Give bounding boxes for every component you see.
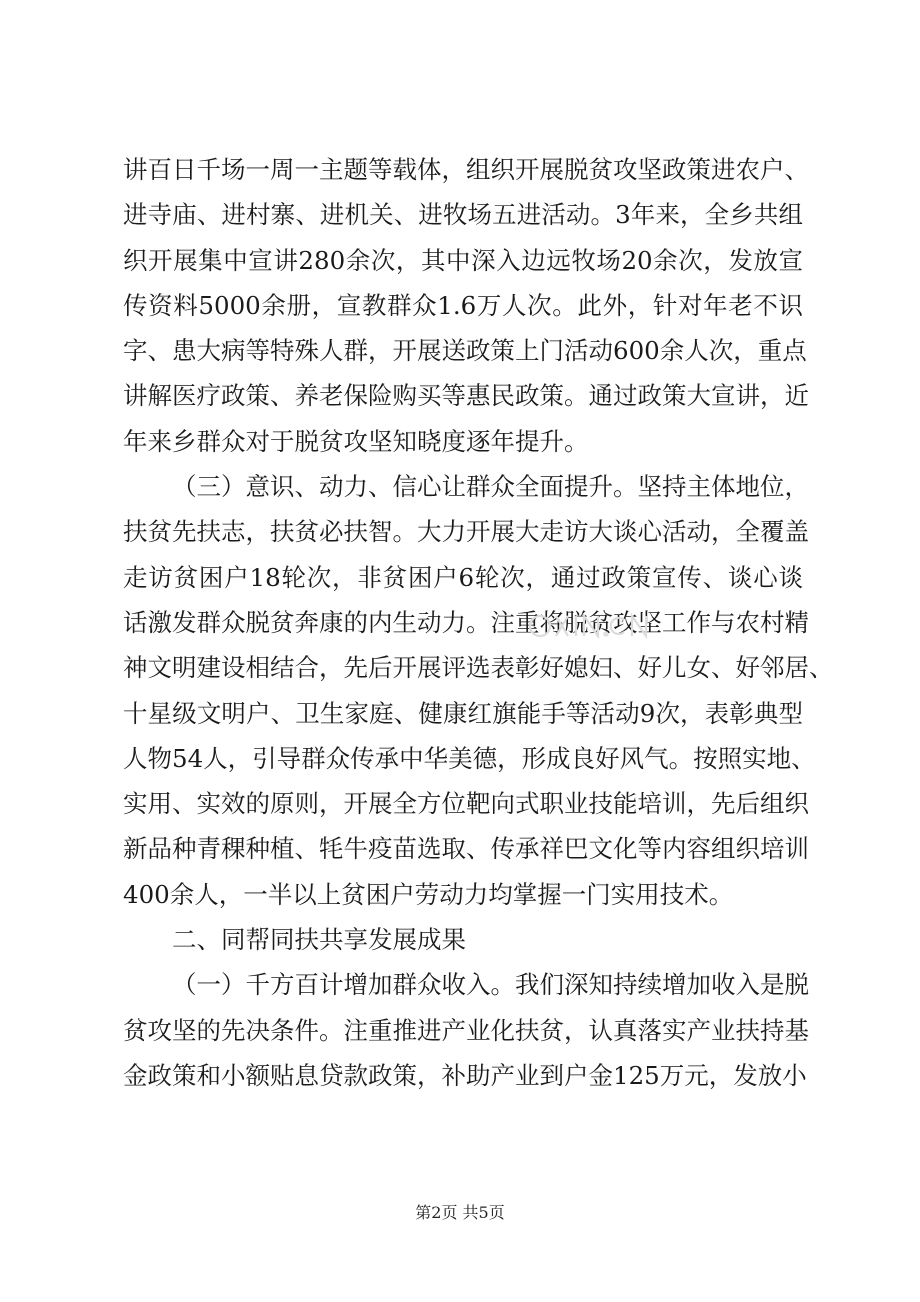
text-line-11: 话激发群众脱贫奔康的内生动力。注重将脱贫攻坚工作与农村精 [123, 607, 809, 637]
text-line-15: 实用、实效的原则，开展全方位靶向式职业技能培训，先后组织 [123, 789, 809, 819]
section-heading-2: 二、同帮同扶共享发展成果 [172, 925, 466, 955]
text-line-1: 讲百日千场一周一主题等载体，组织开展脱贫攻坚政策进农户、 [123, 155, 809, 184]
text-line-12: 神文明建设相结合，先后开展评选表彰好媳妇、好儿女、好邻居、 [123, 653, 834, 683]
document-body [123, 147, 834, 1098]
text-line-16: 新品种青稞种植、牦牛疫苗选取、传承祥巴文化等内容组织培训 [123, 834, 809, 864]
paragraph-heading-3: （三）意识、动力、信心让群众全面提升。坚持主体地位， [172, 472, 809, 502]
paragraph-heading-1: （一）千方百计增加群众收入。我们深知持续增加收入是脱 [172, 970, 809, 1000]
text-line-6: 讲解医疗政策、养老保险购买等惠民政策。通过政策大宣讲，近 [123, 381, 809, 411]
text-line-17: 400余人，一半以上贫困户劳动力均掌握一门实用技术。 [123, 879, 734, 909]
text-line-13: 十星级文明户、卫生家庭、健康红旗能手等活动9次，表彰典型 [123, 698, 803, 728]
text-line-10: 走访贫困户18轮次，非贫困户6轮次，通过政策宣传、谈心谈 [123, 562, 803, 592]
text-line-9: 扶贫先扶志，扶贫必扶智。大力开展大走访大谈心活动，全覆盖 [123, 517, 809, 547]
text-line-21: 金政策和小额贴息贷款政策，补助产业到户金125万元，发放小 [123, 1060, 807, 1090]
text-line-5: 字、患大病等特殊人群，开展送政策上门活动600余人次，重点 [123, 336, 807, 366]
text-line-14: 人物54人，引导群众传承中华美德，形成良好风气。按照实地、 [123, 743, 816, 773]
text-line-2: 进寺庙、进村寨、进机关、进牧场五进活动。3年来，全乡共组 [123, 200, 803, 230]
text-line-4: 传资料5000余册，宣教群众1.6万人次。此外，针对年老不识 [123, 290, 803, 320]
text-line-3: 织开展集中宣讲280余次，其中深入边远牧场20余次，发放宣 [123, 245, 803, 275]
text-line-7: 年来乡群众对于脱贫攻坚知晓度逐年提升。 [123, 426, 589, 456]
page-footer: 第2页 共5页 [415, 1203, 505, 1222]
text-line-20: 贫攻坚的先决条件。注重推进产业化扶贫，认真落实产业扶持基 [123, 1015, 809, 1045]
